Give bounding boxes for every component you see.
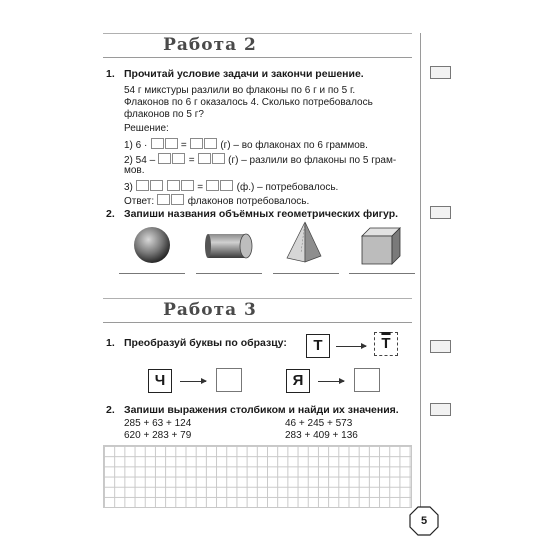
answer-cell[interactable] [172, 153, 185, 164]
work2-title: Работа 2 [163, 35, 257, 55]
line2-end: (г) – разлили во флаконы по 5 грам- [228, 155, 397, 166]
equals-sign: = [197, 182, 204, 193]
cylinder-icon [205, 230, 255, 262]
w3-q1-num: 1. [106, 337, 115, 349]
w2-q1-prompt: Прочитай условие задачи и закончи решение. [124, 68, 364, 80]
arrow-icon [180, 381, 206, 382]
w2-q1-solution-line-2-cont: мов. [124, 165, 145, 176]
w2-q2-prompt: Запиши названия объёмных геометрических фигур. [124, 208, 399, 220]
equals-sign: = [188, 155, 195, 166]
w2-q1-solution-line-1 [124, 138, 368, 152]
expression-1: 285 + 63 + 124 [124, 418, 192, 429]
pyramid-icon [283, 220, 327, 264]
answer-label: Ответ: [124, 196, 155, 207]
w2-q1-problem-line-1: 54 г микстуры разлили во флаконы по 6 г и по 5 г. [124, 85, 356, 96]
cube-icon [360, 226, 404, 266]
answer-cell[interactable] [190, 138, 203, 149]
check-box-3[interactable] [430, 340, 451, 353]
line1-end: (г) – во флаконах по 6 граммов. [220, 140, 368, 151]
line2-start: 2) 54 – [124, 155, 156, 166]
page-number: 5 [420, 515, 428, 527]
check-box-2[interactable] [430, 206, 451, 219]
w2-q1-num: 1. [106, 68, 115, 80]
expression-4: 283 + 409 + 136 [285, 430, 358, 441]
arrow-icon [336, 346, 366, 347]
line3-start: 3) [124, 182, 133, 193]
answer-cell[interactable] [206, 180, 219, 191]
line1-start: 1) 6 · [124, 140, 148, 151]
work2-rule-bottom [103, 57, 412, 58]
sample-result-letter: Т [374, 332, 398, 356]
shape-answer-line-1[interactable] [119, 273, 185, 274]
sphere-icon [132, 225, 172, 265]
w2-q1-answer-line [124, 194, 309, 208]
answer-cell[interactable] [157, 194, 170, 205]
answer-cell[interactable] [167, 180, 180, 191]
answer-cell[interactable] [198, 153, 211, 164]
margin-line [420, 33, 421, 511]
shape-answer-line-2[interactable] [196, 273, 262, 274]
answer-cell[interactable] [151, 138, 164, 149]
work3-title: Работа 3 [163, 300, 257, 320]
w2-q1-solution-line-2 [124, 153, 396, 167]
arrow-icon [318, 381, 344, 382]
work2-rule-top [103, 33, 412, 34]
page-number-badge [409, 506, 439, 536]
answer-square-ya[interactable] [354, 368, 380, 392]
w2-q1-problem-line-2: Флаконов по 6 г оказалось 4. Сколько потребовалось [124, 97, 373, 108]
answer-cell[interactable] [212, 153, 225, 164]
answer-cell[interactable] [150, 180, 163, 191]
shape-answer-line-4[interactable] [349, 273, 415, 274]
letter-ya: Я [286, 369, 310, 393]
answer-end: флаконов потребовалось. [187, 196, 310, 207]
w3-q2-prompt: Запиши выражения столбиком и найди их значения. [124, 404, 399, 416]
answer-cell[interactable] [220, 180, 233, 191]
squared-grid[interactable] [103, 445, 412, 508]
expression-2: 620 + 283 + 79 [124, 430, 192, 441]
work3-rule-bottom [103, 322, 412, 323]
answer-cell[interactable] [158, 153, 171, 164]
sample-letter: Т [306, 334, 330, 358]
answer-cell[interactable] [181, 180, 194, 191]
answer-cell[interactable] [204, 138, 217, 149]
answer-square-ch[interactable] [216, 368, 242, 392]
line3-end: (ф.) – потребовалось. [236, 182, 339, 193]
check-box-1[interactable] [430, 66, 451, 79]
answer-cell[interactable] [136, 180, 149, 191]
answer-cell[interactable] [165, 138, 178, 149]
w3-q1-prompt: Преобразуй буквы по образцу: [124, 337, 287, 349]
equals-sign: = [180, 140, 187, 151]
w2-q1-problem-line-3: флаконов по 5 г? [124, 109, 204, 120]
w2-q1-solution-label: Решение: [124, 123, 169, 134]
shape-answer-line-3[interactable] [273, 273, 339, 274]
expression-3: 46 + 245 + 573 [285, 418, 353, 429]
check-box-4[interactable] [430, 403, 451, 416]
w3-q2-num: 2. [106, 404, 115, 416]
w2-q1-solution-line-3 [124, 180, 338, 194]
w2-q2-num: 2. [106, 208, 115, 220]
answer-cell[interactable] [171, 194, 184, 205]
work3-rule-top [103, 298, 412, 299]
letter-ch: Ч [148, 369, 172, 393]
